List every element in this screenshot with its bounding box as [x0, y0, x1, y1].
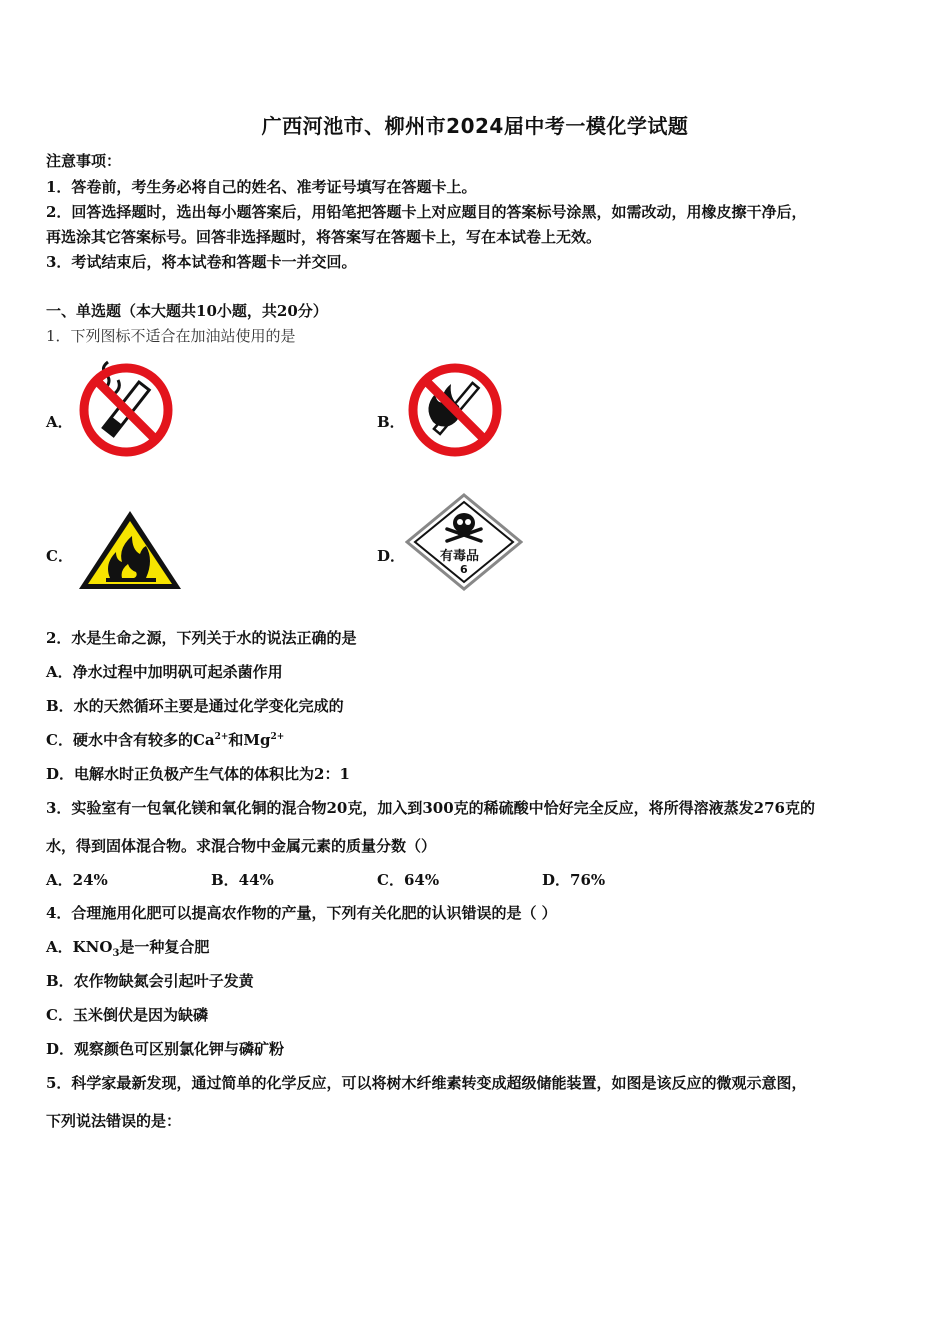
notice-heading: 注意事项：	[46, 152, 122, 170]
no-smoking-icon	[76, 360, 176, 464]
question-3-option-d: D．76%	[542, 871, 606, 889]
toxic-diamond-icon	[405, 493, 523, 595]
question-4-option-c: C．玉米倒伏是因为缺磷	[46, 1006, 208, 1024]
option-a-label: A．	[46, 413, 73, 431]
question-2-option-d: D．电解水时正负极产生气体的体积比为2：1	[46, 765, 350, 783]
question-3-option-b: B．44%	[211, 871, 274, 889]
question-4-option-b: B．农作物缺氮会引起叶子发黄	[46, 972, 254, 990]
question-3-option-c: C．64%	[377, 871, 440, 889]
notice-item-2-line-1: 2．回答选择题时，选出每小题答案后，用铅笔把答题卡上对应题目的答案标号涂黑，如需改动，用橡皮擦干净后，	[46, 203, 807, 221]
toxic-class-number: 6	[460, 563, 468, 576]
question-3-option-a: A．24%	[46, 871, 108, 889]
question-2-option-c: C．硬水中含有较多的$Ca^{2+}$和$Mg^{2+}$	[46, 731, 285, 749]
option-b-label: B．	[377, 413, 405, 431]
question-4-stem: 4．合理施用化肥可以提高农作物的产量，下列有关化肥的认识错误的是（ ）	[46, 904, 557, 922]
question-1-stem: 1．下列图标不适合在加油站使用的是	[46, 327, 296, 345]
no-open-flame-icon	[405, 360, 505, 464]
notice-item-3: 3．考试结束后，将本试卷和答题卡一并交回。	[46, 253, 357, 271]
section-heading: 一、单选题（本大题共10小题，共20分）	[46, 302, 328, 320]
question-2-option-b: B．水的天然循环主要是通过化学变化完成的	[46, 697, 344, 715]
question-4-option-a: A．$KNO_3$是一种复合肥	[46, 938, 210, 959]
question-2-stem: 2．水是生命之源，下列关于水的说法正确的是	[46, 629, 357, 647]
option-c-label: C．	[46, 547, 73, 565]
question-5-stem-line-2: 下列说法错误的是：	[46, 1112, 182, 1130]
question-2-option-a: A．净水过程中加明矾可起杀菌作用	[46, 663, 283, 681]
page-title: 广西河池市、柳州市2024届中考一模化学试题	[261, 114, 689, 138]
flammable-warning-icon	[76, 508, 184, 596]
question-4-option-d: D．观察颜色可区别氯化钾与磷矿粉	[46, 1040, 285, 1058]
toxic-label: 有毒品	[440, 549, 480, 564]
option-d-label: D．	[377, 547, 406, 565]
notice-item-2-line-2: 再选涂其它答案标号。回答非选择题时，将答案写在答题卡上，写在本试卷上无效。	[46, 228, 602, 246]
question-3-stem-line-1: 3．实验室有一包氧化镁和氧化铜的混合物20克，加入到300克的稀硫酸中恰好完全反应，将所得溶液蒸发276克的	[46, 799, 815, 817]
question-5-stem-line-1: 5．科学家最新发现，通过简单的化学反应，可以将树木纤维素转变成超级储能装置，如图是该反应的微观示意图，	[46, 1074, 807, 1092]
question-3-stem-line-2: 水，得到固体混合物。求混合物中金属元素的质量分数（）	[46, 837, 437, 855]
notice-item-1: 1．答卷前，考生务必将自己的姓名、准考证号填写在答题卡上。	[46, 178, 477, 196]
